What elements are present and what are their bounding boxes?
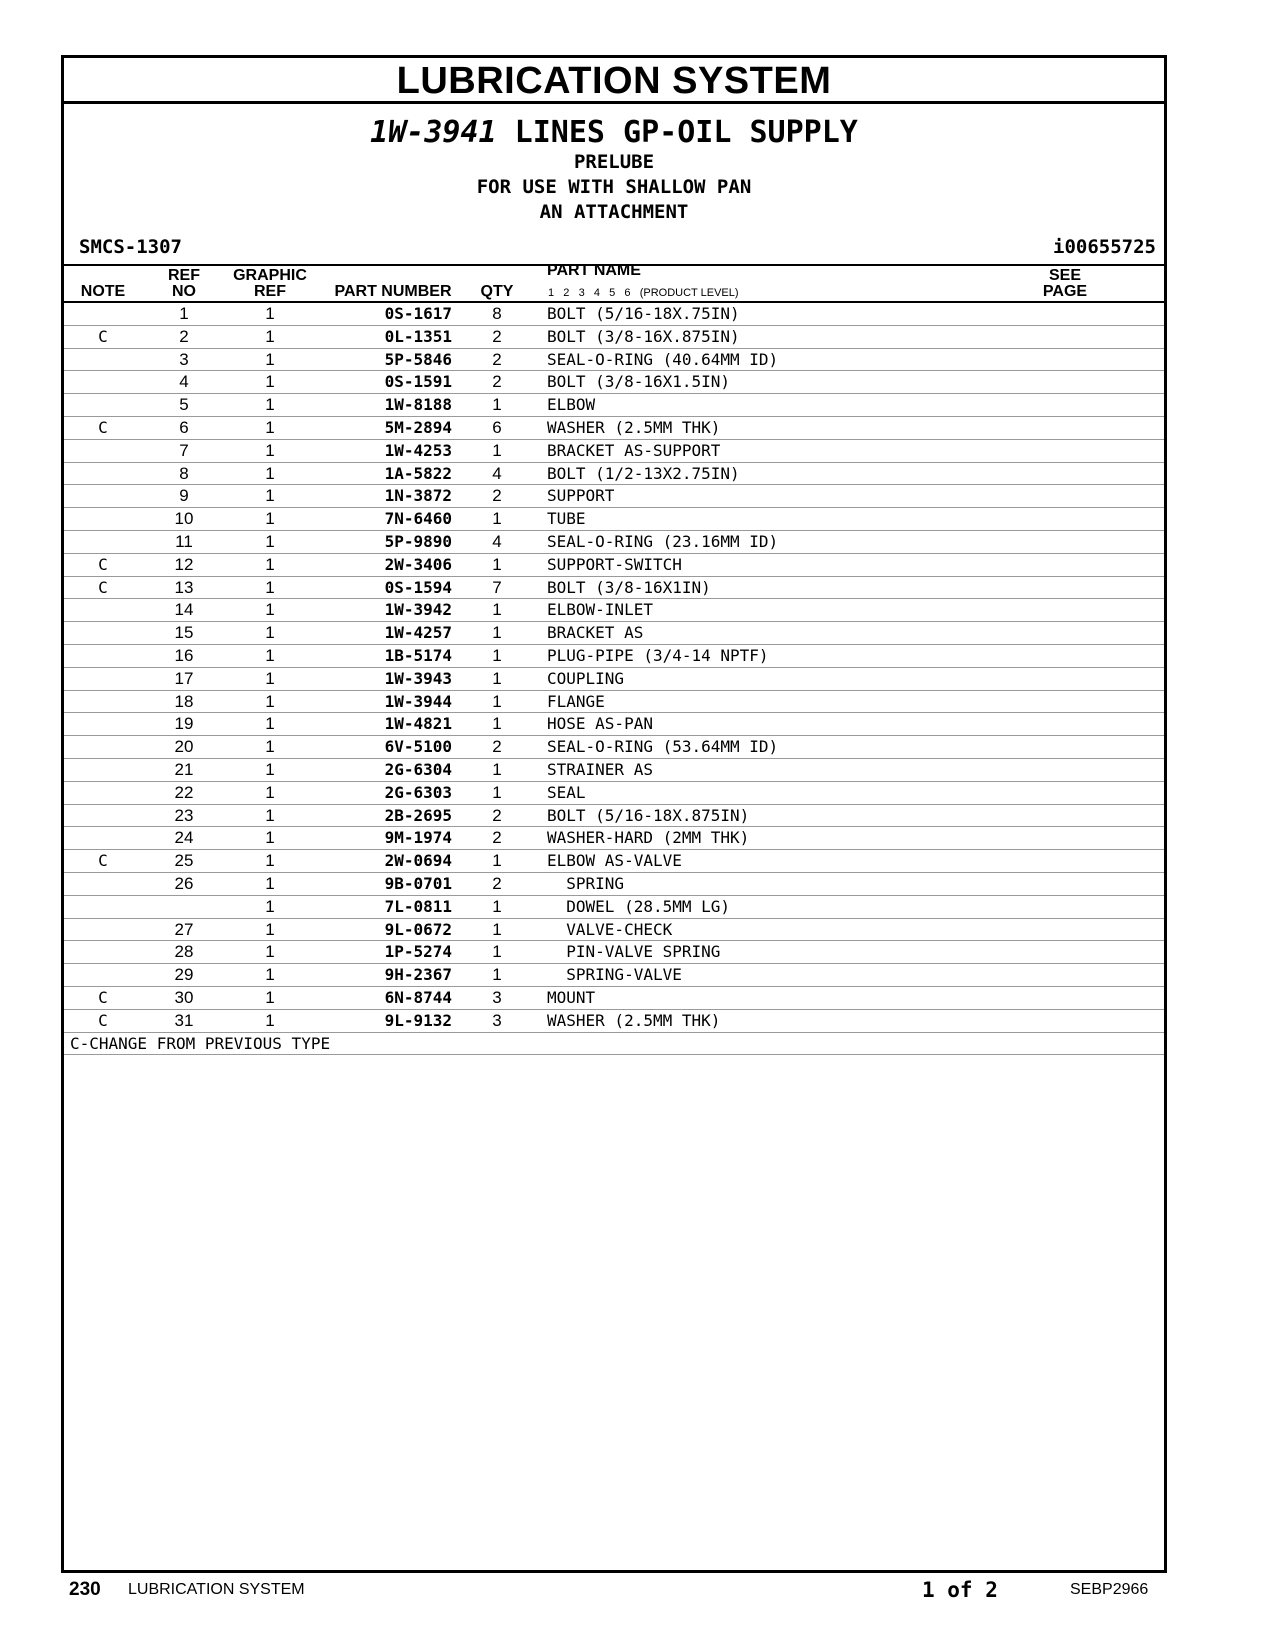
qty-cell: 1 xyxy=(492,668,502,688)
page-footer xyxy=(0,1578,1275,1608)
qty-cell: 1 xyxy=(492,509,502,529)
ref-no-cell: 8 xyxy=(179,463,189,483)
graphic-ref-cell: 1 xyxy=(265,577,275,597)
table-row xyxy=(64,508,1164,531)
part-name-cell: COUPLING xyxy=(547,668,625,688)
ref-no-cell: 20 xyxy=(174,737,194,757)
table-row xyxy=(64,896,1164,919)
table-row xyxy=(64,622,1164,645)
part-name-cell: SPRING-VALVE xyxy=(547,965,682,985)
part-number-cell: 1A-5822 xyxy=(384,463,452,483)
graphic-ref-cell: 1 xyxy=(265,486,275,506)
part-name-cell: SEAL xyxy=(547,782,586,802)
ref-no-cell: 6 xyxy=(179,417,189,437)
part-name-cell: STRAINER AS xyxy=(547,759,653,779)
part-name-cell: BOLT (1/2-13X2.75IN) xyxy=(547,463,740,483)
part-number-cell: 2G-6303 xyxy=(384,782,452,802)
table-row xyxy=(64,349,1164,372)
part-name-cell: ELBOW-INLET xyxy=(547,600,653,620)
table-row xyxy=(64,759,1164,782)
part-number-cell: 1B-5174 xyxy=(384,645,452,665)
part-number-cell: 9M-1974 xyxy=(384,828,452,848)
note-cell: C xyxy=(98,417,108,437)
part-number-cell: 2W-0694 xyxy=(384,851,452,871)
note-cell: C xyxy=(98,851,108,871)
part-name-cell: BOLT (3/8-16X1.5IN) xyxy=(547,372,731,392)
qty-cell: 1 xyxy=(492,440,502,460)
qty-cell: 1 xyxy=(492,691,502,711)
table-row xyxy=(64,850,1164,873)
graphic-ref-cell: 1 xyxy=(265,987,275,1007)
part-name-cell: BRACKET AS-SUPPORT xyxy=(547,440,721,460)
sheet-indicator: 1 of 2 xyxy=(922,1578,998,1602)
note-cell: C xyxy=(98,326,108,346)
graphic-ref-cell: 1 xyxy=(265,737,275,757)
table-row xyxy=(64,987,1164,1010)
qty-cell: 2 xyxy=(492,737,502,757)
parts-list-frame xyxy=(61,55,1167,1573)
subtitle-line: PRELUBE xyxy=(573,151,655,173)
graphic-ref-cell: 1 xyxy=(265,896,275,916)
ref-no-cell: 28 xyxy=(174,942,194,962)
qty-cell: 4 xyxy=(492,463,502,483)
column-header-row xyxy=(64,262,1164,303)
graphic-ref-cell: 1 xyxy=(265,509,275,529)
column-see-page-bottom: PAGE xyxy=(1042,283,1088,300)
part-number-cell: 1W-3944 xyxy=(384,691,452,711)
table-row xyxy=(64,827,1164,850)
ref-no-cell: 18 xyxy=(174,691,194,711)
part-name-cell: MOUNT xyxy=(547,987,596,1007)
part-number-cell: 2W-3406 xyxy=(384,554,452,574)
graphic-ref-cell: 1 xyxy=(265,828,275,848)
section-title: LUBRICATION SYSTEM xyxy=(64,58,1164,104)
qty-cell: 2 xyxy=(492,828,502,848)
ref-no-cell: 3 xyxy=(179,349,189,369)
part-number-cell: 0S-1594 xyxy=(384,577,452,597)
graphic-ref-cell: 1 xyxy=(265,554,275,574)
part-number-cell: 9H-2367 xyxy=(384,965,452,985)
table-row xyxy=(64,577,1164,600)
part-number-cell: 1P-5274 xyxy=(384,942,452,962)
qty-cell: 1 xyxy=(492,782,502,802)
ref-no-cell: 23 xyxy=(174,805,194,825)
ref-no-cell: 16 xyxy=(174,645,194,665)
qty-cell: 1 xyxy=(492,395,502,415)
part-name-cell: PLUG-PIPE (3/4-14 NPTF) xyxy=(547,645,769,665)
part-number-cell: 5P-5846 xyxy=(384,349,452,369)
part-number-cell: 7N-6460 xyxy=(384,509,452,529)
part-name-cell: BOLT (5/16-18X.75IN) xyxy=(547,304,740,323)
graphic-ref-cell: 1 xyxy=(265,395,275,415)
part-name-cell: FLANGE xyxy=(547,691,605,711)
ref-no-cell: 29 xyxy=(174,965,194,985)
part-number-cell: 7L-0811 xyxy=(384,896,452,916)
ref-no-cell: 30 xyxy=(174,987,194,1007)
assembly-part-number: 1W-3941 xyxy=(370,115,497,150)
qty-cell: 1 xyxy=(492,896,502,916)
ref-no-cell: 9 xyxy=(179,486,189,506)
table-row xyxy=(64,873,1164,896)
part-number-cell: 6N-8744 xyxy=(384,987,452,1007)
part-name-cell: BOLT (3/8-16X1IN) xyxy=(547,577,711,597)
subtitle-line: AN ATTACHMENT xyxy=(539,201,689,223)
table-row xyxy=(64,303,1164,326)
ref-no-cell: 27 xyxy=(174,919,194,939)
ref-no-cell: 13 xyxy=(174,577,194,597)
ref-no-cell: 2 xyxy=(179,326,189,346)
part-number-cell: 1W-4253 xyxy=(384,440,452,460)
table-row xyxy=(64,919,1164,942)
ref-no-cell: 5 xyxy=(179,395,189,415)
graphic-ref-cell: 1 xyxy=(265,304,275,323)
part-name-cell: WASHER (2.5MM THK) xyxy=(547,1010,721,1030)
part-number-cell: 1W-4257 xyxy=(384,623,452,643)
table-row xyxy=(64,463,1164,486)
graphic-ref-cell: 1 xyxy=(265,372,275,392)
column-part-number: PART NUMBER xyxy=(334,283,452,300)
part-name-cell: SEAL-O-RING (53.64MM ID) xyxy=(547,737,779,757)
ref-no-cell: 17 xyxy=(174,668,194,688)
column-graphic-ref-top: GRAPHIC xyxy=(233,267,307,284)
graphic-ref-cell: 1 xyxy=(265,965,275,985)
qty-cell: 1 xyxy=(492,942,502,962)
part-number-cell: 5P-9890 xyxy=(384,531,452,551)
footnote-text: C-CHANGE FROM PREVIOUS TYPE xyxy=(70,1033,331,1053)
part-name-cell: SUPPORT-SWITCH xyxy=(547,554,682,574)
subtitle-line: FOR USE WITH SHALLOW PAN xyxy=(476,176,752,198)
ref-no-cell: 19 xyxy=(174,714,194,734)
table-row xyxy=(64,417,1164,440)
qty-cell: 1 xyxy=(492,623,502,643)
ref-no-cell: 22 xyxy=(174,782,194,802)
part-name-cell: PIN-VALVE SPRING xyxy=(547,942,721,962)
ref-no-cell: 14 xyxy=(174,600,194,620)
ref-no-cell: 4 xyxy=(179,372,189,392)
ref-no-cell: 7 xyxy=(179,440,189,460)
part-number-cell: 5M-2894 xyxy=(384,417,452,437)
graphic-ref-cell: 1 xyxy=(265,691,275,711)
table-row xyxy=(64,485,1164,508)
graphic-ref-cell: 1 xyxy=(265,919,275,939)
qty-cell: 1 xyxy=(492,759,502,779)
table-row xyxy=(64,782,1164,805)
page-number: 230 xyxy=(69,1579,101,1600)
qty-cell: 6 xyxy=(492,417,502,437)
parts-table xyxy=(64,303,1164,1033)
graphic-ref-cell: 1 xyxy=(265,463,275,483)
part-name-cell: TUBE xyxy=(547,509,586,529)
part-name-cell: SUPPORT xyxy=(547,486,615,506)
column-part-name: PART NAME xyxy=(547,262,641,279)
part-name-cell: SEAL-O-RING (40.64MM ID) xyxy=(547,349,779,369)
footer-section: LUBRICATION SYSTEM xyxy=(128,1581,305,1598)
graphic-ref-cell: 1 xyxy=(265,531,275,551)
graphic-ref-cell: 1 xyxy=(265,714,275,734)
column-note: NOTE xyxy=(80,283,126,300)
column-ref-no-top: REF xyxy=(168,267,200,284)
assembly-name: LINES GP-OIL SUPPLY xyxy=(514,115,858,150)
ref-no-cell: 10 xyxy=(174,509,194,529)
part-number-cell: 1N-3872 xyxy=(384,486,452,506)
note-cell: C xyxy=(98,577,108,597)
qty-cell: 2 xyxy=(492,486,502,506)
column-ref-no-bottom: NO xyxy=(172,283,196,300)
graphic-ref-cell: 1 xyxy=(265,805,275,825)
column-product-levels: 1 2 3 4 5 6 (PRODUCT LEVEL) xyxy=(548,287,739,299)
part-name-cell: ELBOW xyxy=(547,395,596,415)
ref-no-cell: 31 xyxy=(174,1010,194,1030)
qty-cell: 2 xyxy=(492,349,502,369)
qty-cell: 1 xyxy=(492,645,502,665)
note-cell: C xyxy=(98,1010,108,1030)
part-name-cell: SEAL-O-RING (23.16MM ID) xyxy=(547,531,779,551)
table-row xyxy=(64,599,1164,622)
part-name-cell: ELBOW AS-VALVE xyxy=(547,851,682,871)
graphic-ref-cell: 1 xyxy=(265,668,275,688)
ref-no-cell: 15 xyxy=(174,623,194,643)
table-row xyxy=(64,371,1164,394)
graphic-ref-cell: 1 xyxy=(265,417,275,437)
qty-cell: 8 xyxy=(492,304,502,323)
footnote xyxy=(64,1033,1164,1055)
part-number-cell: 1W-4821 xyxy=(384,714,452,734)
ref-no-cell: 25 xyxy=(174,851,194,871)
ref-no-cell: 26 xyxy=(174,873,194,893)
qty-cell: 1 xyxy=(492,600,502,620)
graphic-ref-cell: 1 xyxy=(265,600,275,620)
smcs-code: SMCS-1307 xyxy=(79,236,182,258)
graphic-ref-cell: 1 xyxy=(265,645,275,665)
graphic-ref-cell: 1 xyxy=(265,623,275,643)
part-number-cell: 2B-2695 xyxy=(384,805,452,825)
graphic-ref-cell: 1 xyxy=(265,759,275,779)
graphic-ref-cell: 1 xyxy=(265,942,275,962)
part-name-cell: HOSE AS-PAN xyxy=(547,714,653,734)
table-row xyxy=(64,964,1164,987)
part-number-cell: 1W-3943 xyxy=(384,668,452,688)
part-number-cell: 1W-3942 xyxy=(384,600,452,620)
qty-cell: 3 xyxy=(492,987,502,1007)
part-number-cell: 9L-9132 xyxy=(384,1010,452,1030)
part-number-cell: 6V-5100 xyxy=(384,737,452,757)
graphic-ref-cell: 1 xyxy=(265,873,275,893)
graphic-ref-cell: 1 xyxy=(265,326,275,346)
graphic-ref-cell: 1 xyxy=(265,851,275,871)
table-row xyxy=(64,531,1164,554)
assembly-header xyxy=(64,116,1164,225)
part-name-cell: DOWEL (28.5MM LG) xyxy=(547,896,731,916)
table-row xyxy=(64,805,1164,828)
part-number-cell: 0S-1617 xyxy=(384,304,452,323)
graphic-ref-cell: 1 xyxy=(265,349,275,369)
table-row xyxy=(64,691,1164,714)
qty-cell: 1 xyxy=(492,851,502,871)
part-number-cell: 9L-0672 xyxy=(384,919,452,939)
part-name-cell: BOLT (3/8-16X.875IN) xyxy=(547,326,740,346)
ref-no-cell: 1 xyxy=(179,304,189,323)
qty-cell: 1 xyxy=(492,919,502,939)
qty-cell: 7 xyxy=(492,577,502,597)
table-row xyxy=(64,713,1164,736)
column-qty: QTY xyxy=(480,283,514,300)
qty-cell: 1 xyxy=(492,714,502,734)
part-number-cell: 0S-1591 xyxy=(384,372,452,392)
note-cell: C xyxy=(98,554,108,574)
qty-cell: 1 xyxy=(492,554,502,574)
qty-cell: 2 xyxy=(492,372,502,392)
column-see-page-top: SEE xyxy=(1048,267,1081,284)
table-row xyxy=(64,440,1164,463)
part-name-cell: SPRING xyxy=(547,873,625,893)
qty-cell: 3 xyxy=(492,1010,502,1030)
table-row xyxy=(64,736,1164,759)
part-number-cell: 2G-6304 xyxy=(384,759,452,779)
part-number-cell: 1W-8188 xyxy=(384,395,452,415)
part-name-cell: BRACKET AS xyxy=(547,623,644,643)
qty-cell: 2 xyxy=(492,326,502,346)
graphic-ref-cell: 1 xyxy=(265,440,275,460)
ref-no-cell: 21 xyxy=(174,759,194,779)
ref-no-cell: 24 xyxy=(174,828,194,848)
table-row xyxy=(64,554,1164,577)
ref-no-cell: 12 xyxy=(174,554,194,574)
part-name-cell: WASHER-HARD (2MM THK) xyxy=(547,828,750,848)
column-graphic-ref-bottom: REF xyxy=(254,283,286,300)
part-number-cell: 9B-0701 xyxy=(384,873,452,893)
qty-cell: 2 xyxy=(492,873,502,893)
table-row xyxy=(64,1010,1164,1033)
ref-no-cell: 11 xyxy=(175,531,193,551)
qty-cell: 4 xyxy=(492,531,502,551)
table-row xyxy=(64,941,1164,964)
table-row xyxy=(64,645,1164,668)
table-row xyxy=(64,394,1164,417)
table-row xyxy=(64,326,1164,349)
assembly-title xyxy=(64,116,1164,150)
table-row xyxy=(64,668,1164,691)
graphic-ref-cell: 1 xyxy=(265,782,275,802)
document-number: SEBP2966 xyxy=(1070,1581,1149,1598)
qty-cell: 1 xyxy=(492,965,502,985)
illustration-id: i00655725 xyxy=(1053,236,1156,258)
part-name-cell: BOLT (5/16-18X.875IN) xyxy=(547,805,750,825)
part-name-cell: WASHER (2.5MM THK) xyxy=(547,417,721,437)
note-cell: C xyxy=(98,987,108,1007)
qty-cell: 2 xyxy=(492,805,502,825)
part-number-cell: 0L-1351 xyxy=(384,326,452,346)
graphic-ref-cell: 1 xyxy=(265,1010,275,1030)
part-name-cell: VALVE-CHECK xyxy=(547,919,673,939)
